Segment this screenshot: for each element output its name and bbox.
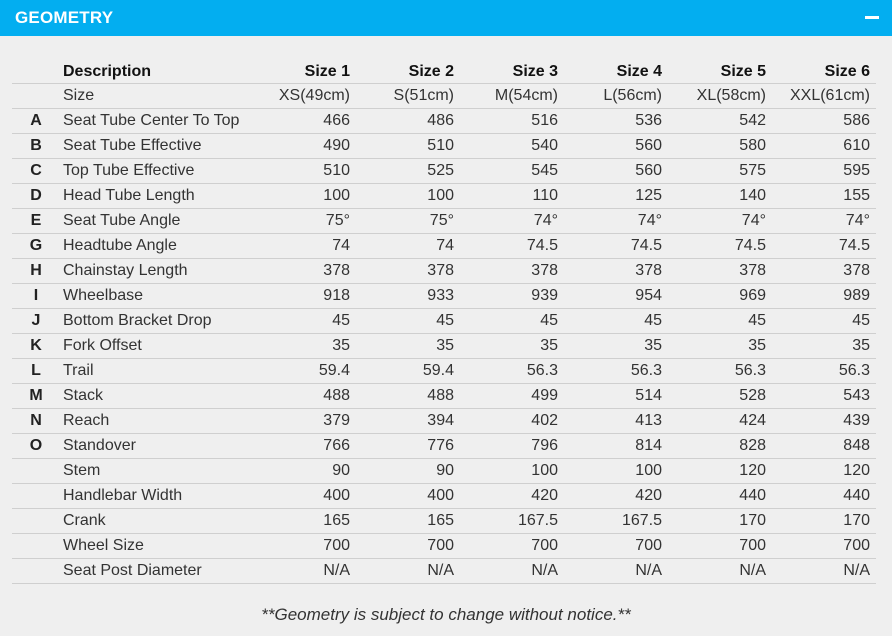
size-value-cell: N/A: [668, 559, 772, 584]
size-value-cell: 528: [668, 384, 772, 409]
size-value-cell: 75°: [356, 209, 460, 234]
row-label: Reach: [60, 409, 252, 434]
row-letter: [12, 534, 60, 559]
size-value-cell: 424: [668, 409, 772, 434]
row-label: Seat Post Diameter: [60, 559, 252, 584]
table-row: [12, 559, 876, 584]
size-value-cell: 514: [564, 384, 668, 409]
table-row: [12, 459, 876, 484]
size-value-cell: 35: [356, 334, 460, 359]
size-value-cell: 378: [772, 259, 876, 284]
size-value-cell: 700: [460, 534, 564, 559]
size-value-cell: 378: [564, 259, 668, 284]
size-value-cell: 56.3: [460, 359, 564, 384]
size-value-cell: 100: [356, 184, 460, 209]
size-value-cell: M(54cm): [460, 84, 564, 109]
size-value-cell: 140: [668, 184, 772, 209]
size-value-cell: 74°: [668, 209, 772, 234]
size-value-cell: 125: [564, 184, 668, 209]
row-letter: [12, 84, 60, 109]
size-value-cell: 402: [460, 409, 564, 434]
row-label: Stack: [60, 384, 252, 409]
row-letter: C: [12, 159, 60, 184]
disclaimer-note: **Geometry is subject to change without notice.**: [261, 605, 631, 624]
column-header-letter: [12, 60, 60, 84]
size-value-cell: 796: [460, 434, 564, 459]
table-header-row: [12, 60, 876, 84]
size-value-cell: 100: [460, 459, 564, 484]
size-value-cell: 120: [772, 459, 876, 484]
size-value-cell: 560: [564, 134, 668, 159]
size-value-cell: 466: [252, 109, 356, 134]
size-value-cell: 59.4: [356, 359, 460, 384]
size-value-cell: 828: [668, 434, 772, 459]
size-value-cell: 543: [772, 384, 876, 409]
row-letter: E: [12, 209, 60, 234]
size-value-cell: 439: [772, 409, 876, 434]
row-label: Seat Tube Effective: [60, 134, 252, 159]
table-row: [12, 384, 876, 409]
table-row: [12, 259, 876, 284]
size-value-cell: N/A: [252, 559, 356, 584]
size-value-cell: 167.5: [564, 509, 668, 534]
table-row: [12, 434, 876, 459]
row-letter: [12, 559, 60, 584]
size-value-cell: 488: [356, 384, 460, 409]
size-value-cell: 766: [252, 434, 356, 459]
row-letter: [12, 459, 60, 484]
size-value-cell: 100: [252, 184, 356, 209]
table-row: [12, 184, 876, 209]
row-label: Headtube Angle: [60, 234, 252, 259]
size-value-cell: N/A: [564, 559, 668, 584]
size-value-cell: 170: [668, 509, 772, 534]
row-letter: G: [12, 234, 60, 259]
minus-icon[interactable]: [852, 0, 892, 36]
size-value-cell: 969: [668, 284, 772, 309]
size-value-cell: 378: [252, 259, 356, 284]
size-value-cell: 486: [356, 109, 460, 134]
row-letter: L: [12, 359, 60, 384]
table-row: [12, 359, 876, 384]
row-letter: [12, 509, 60, 534]
size-value-cell: 413: [564, 409, 668, 434]
size-value-cell: 440: [772, 484, 876, 509]
size-value-cell: 56.3: [564, 359, 668, 384]
size-value-cell: 378: [356, 259, 460, 284]
size-value-cell: 155: [772, 184, 876, 209]
size-value-cell: 420: [564, 484, 668, 509]
size-value-cell: 939: [460, 284, 564, 309]
column-header: Size 1: [304, 63, 350, 80]
size-value-cell: N/A: [772, 559, 876, 584]
size-value-cell: 45: [356, 309, 460, 334]
row-letter: H: [12, 259, 60, 284]
size-value-cell: XS(49cm): [252, 84, 356, 109]
size-value-cell: 510: [252, 159, 356, 184]
size-value-cell: 575: [668, 159, 772, 184]
size-value-cell: 35: [460, 334, 564, 359]
size-value-cell: 776: [356, 434, 460, 459]
geometry-header[interactable]: [0, 0, 892, 36]
size-value-cell: 610: [772, 134, 876, 159]
size-value-cell: 400: [356, 484, 460, 509]
table-row: [12, 234, 876, 259]
size-value-cell: 420: [460, 484, 564, 509]
row-letter: O: [12, 434, 60, 459]
row-label: Seat Tube Angle: [60, 209, 252, 234]
size-value-cell: 700: [668, 534, 772, 559]
size-value-cell: 700: [252, 534, 356, 559]
size-value-cell: 74.5: [772, 234, 876, 259]
size-value-cell: 545: [460, 159, 564, 184]
size-value-cell: 488: [252, 384, 356, 409]
size-value-cell: 814: [564, 434, 668, 459]
column-header: Description: [63, 63, 152, 80]
size-value-cell: 989: [772, 284, 876, 309]
row-label: Bottom Bracket Drop: [60, 309, 252, 334]
table-row: [12, 534, 876, 559]
size-value-cell: 45: [252, 309, 356, 334]
size-value-cell: 595: [772, 159, 876, 184]
size-value-cell: 100: [564, 459, 668, 484]
size-value-cell: 56.3: [772, 359, 876, 384]
section-title: GEOMETRY: [15, 8, 114, 27]
size-value-cell: 536: [564, 109, 668, 134]
size-value-cell: 74.5: [564, 234, 668, 259]
size-value-cell: 933: [356, 284, 460, 309]
size-value-cell: 74°: [460, 209, 564, 234]
size-value-cell: 45: [668, 309, 772, 334]
size-value-cell: 75°: [252, 209, 356, 234]
size-value-cell: 379: [252, 409, 356, 434]
row-letter: D: [12, 184, 60, 209]
row-letter: A: [12, 109, 60, 134]
row-label: Top Tube Effective: [60, 159, 252, 184]
column-header: Size 3: [512, 63, 558, 80]
size-value-cell: 165: [356, 509, 460, 534]
size-value-cell: 510: [356, 134, 460, 159]
size-value-cell: 499: [460, 384, 564, 409]
size-value-cell: 74.5: [668, 234, 772, 259]
size-value-cell: 440: [668, 484, 772, 509]
row-letter: M: [12, 384, 60, 409]
row-letter: B: [12, 134, 60, 159]
size-value-cell: 74°: [564, 209, 668, 234]
size-value-cell: 525: [356, 159, 460, 184]
geometry-table: [12, 60, 876, 584]
size-value-cell: 74: [252, 234, 356, 259]
size-value-cell: 700: [564, 534, 668, 559]
size-value-cell: 110: [460, 184, 564, 209]
table-row: [12, 134, 876, 159]
size-value-cell: 700: [356, 534, 460, 559]
size-value-cell: 700: [772, 534, 876, 559]
size-value-cell: 378: [460, 259, 564, 284]
size-value-cell: 378: [668, 259, 772, 284]
row-letter: I: [12, 284, 60, 309]
size-value-cell: 56.3: [668, 359, 772, 384]
size-value-cell: N/A: [460, 559, 564, 584]
table-row: [12, 484, 876, 509]
size-value-cell: 167.5: [460, 509, 564, 534]
size-value-cell: N/A: [356, 559, 460, 584]
column-header: Size 4: [616, 63, 662, 80]
size-value-cell: 45: [772, 309, 876, 334]
row-label: Head Tube Length: [60, 184, 252, 209]
table-row: [12, 109, 876, 134]
table-row: [12, 409, 876, 434]
size-value-cell: 45: [564, 309, 668, 334]
size-value-cell: 848: [772, 434, 876, 459]
size-value-cell: 540: [460, 134, 564, 159]
size-value-cell: 35: [252, 334, 356, 359]
row-letter: J: [12, 309, 60, 334]
size-value-cell: S(51cm): [356, 84, 460, 109]
size-value-cell: XXL(61cm): [772, 84, 876, 109]
row-label: Fork Offset: [60, 334, 252, 359]
size-value-cell: 918: [252, 284, 356, 309]
row-label: Crank: [60, 509, 252, 534]
size-value-cell: 90: [252, 459, 356, 484]
row-letter: K: [12, 334, 60, 359]
row-label: Chainstay Length: [60, 259, 252, 284]
size-value-cell: 35: [564, 334, 668, 359]
row-label: Size: [60, 84, 252, 109]
table-row: [12, 509, 876, 534]
row-label: Trail: [60, 359, 252, 384]
size-value-cell: 580: [668, 134, 772, 159]
table-row: [12, 334, 876, 359]
row-label: Standover: [60, 434, 252, 459]
row-label: Wheel Size: [60, 534, 252, 559]
size-value-cell: 90: [356, 459, 460, 484]
size-value-cell: 400: [252, 484, 356, 509]
row-label: Stem: [60, 459, 252, 484]
size-value-cell: 954: [564, 284, 668, 309]
size-value-cell: 394: [356, 409, 460, 434]
size-value-cell: 45: [460, 309, 564, 334]
size-value-cell: 586: [772, 109, 876, 134]
table-row: [12, 209, 876, 234]
row-label: Seat Tube Center To Top: [60, 109, 252, 134]
row-letter: N: [12, 409, 60, 434]
row-letter: [12, 484, 60, 509]
size-value-cell: 516: [460, 109, 564, 134]
size-value-cell: 74°: [772, 209, 876, 234]
column-header: Size 5: [720, 63, 766, 80]
size-value-cell: 165: [252, 509, 356, 534]
column-header: Size 6: [824, 63, 870, 80]
table-row: [12, 284, 876, 309]
size-value-cell: 560: [564, 159, 668, 184]
column-header: Size 2: [408, 63, 454, 80]
size-value-cell: XL(58cm): [668, 84, 772, 109]
table-row: [12, 159, 876, 184]
table-row: [12, 309, 876, 334]
size-value-cell: 490: [252, 134, 356, 159]
size-value-cell: 74.5: [460, 234, 564, 259]
size-value-cell: 542: [668, 109, 772, 134]
size-value-cell: 35: [772, 334, 876, 359]
size-value-cell: 120: [668, 459, 772, 484]
size-value-cell: L(56cm): [564, 84, 668, 109]
size-value-cell: 35: [668, 334, 772, 359]
size-value-cell: 74: [356, 234, 460, 259]
row-label: Handlebar Width: [60, 484, 252, 509]
size-value-cell: 59.4: [252, 359, 356, 384]
size-value-cell: 170: [772, 509, 876, 534]
row-label: Wheelbase: [60, 284, 252, 309]
table-row: [12, 84, 876, 109]
